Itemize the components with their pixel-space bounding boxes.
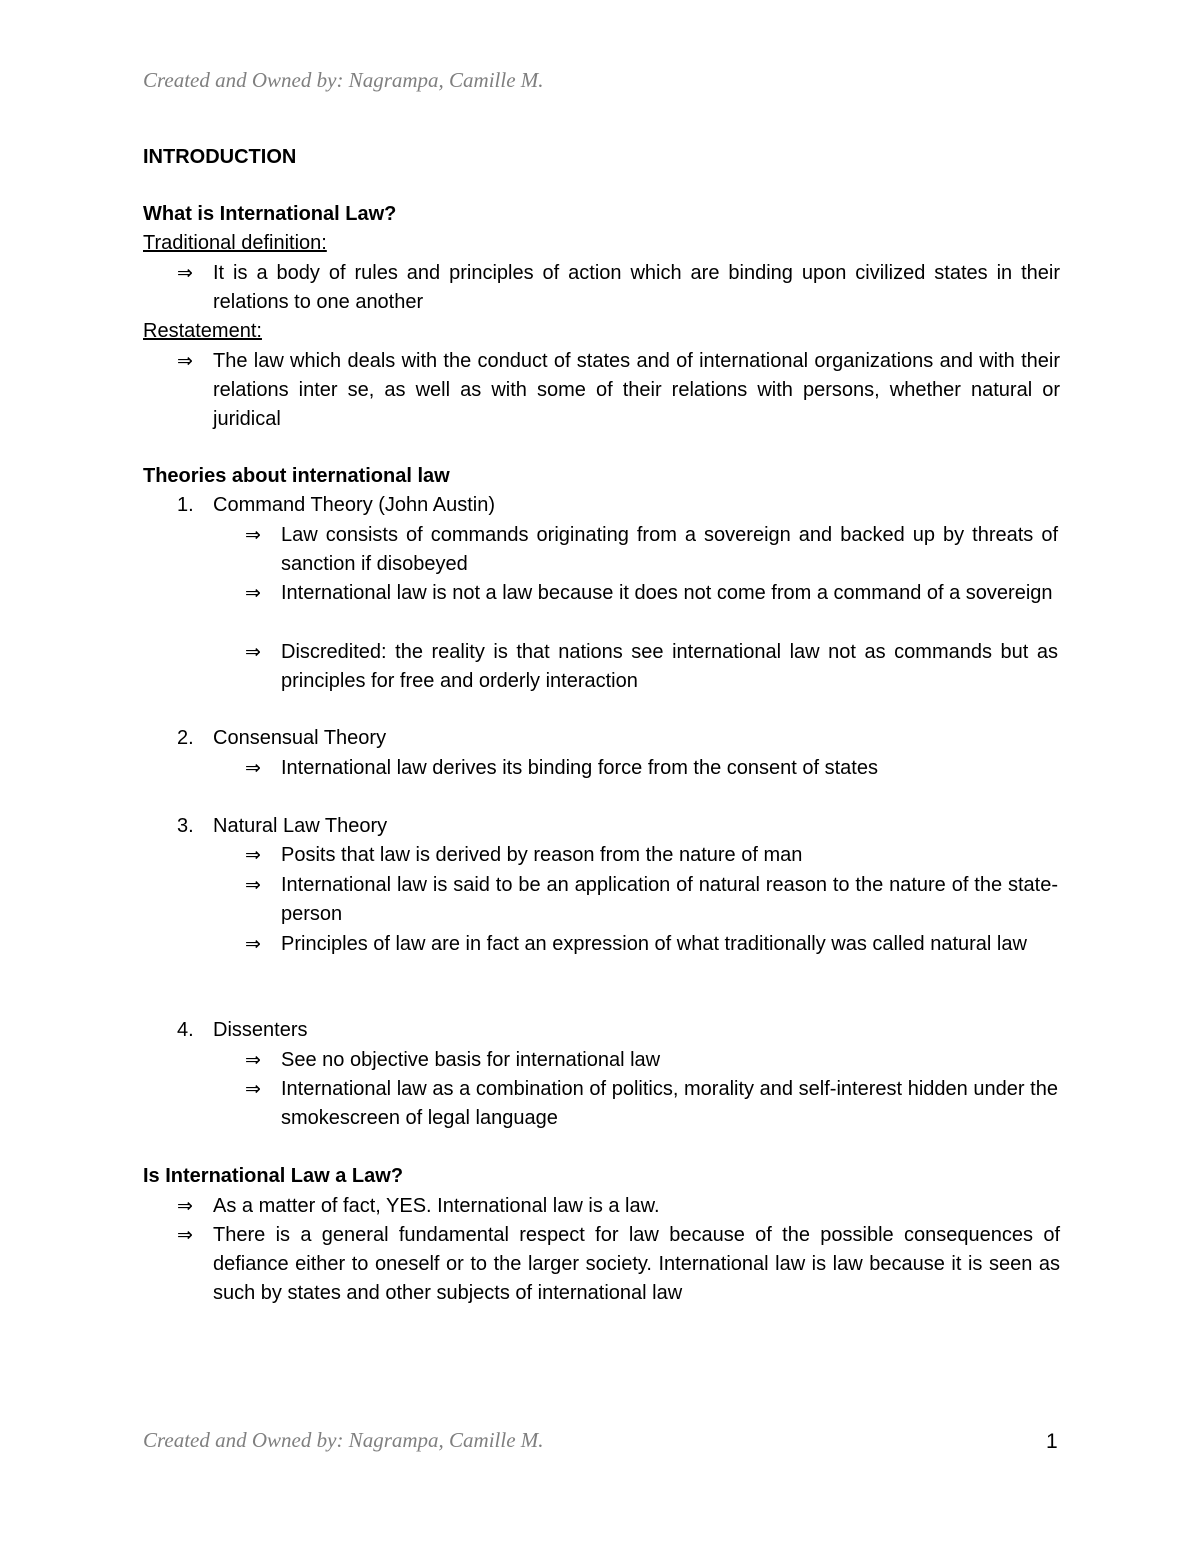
traditional-label: Traditional definition: <box>143 232 327 254</box>
bullet-text: International law is said to be an application of natural reason to the nature of the state-person <box>281 874 1058 925</box>
arrow-icon: ⇒ <box>177 350 193 372</box>
arrow-icon: ⇒ <box>245 524 261 546</box>
arrow-icon: ⇒ <box>245 757 261 779</box>
bullet-text: Discredited: the reality is that nations see international law not as commands but as principles for free and orderly interaction <box>281 641 1058 692</box>
question-heading: What is International Law? <box>143 203 397 225</box>
question-heading-2: Is International Law a Law? <box>143 1165 404 1187</box>
arrow-icon: ⇒ <box>245 641 261 663</box>
theory-number: 4. <box>177 1019 194 1041</box>
bullet-text: See no objective basis for international law <box>281 1049 661 1071</box>
theory-title: Consensual Theory <box>213 727 387 749</box>
theory-number: 1. <box>177 494 194 516</box>
theory-title: Natural Law Theory <box>213 815 388 837</box>
arrow-icon: ⇒ <box>177 1224 193 1246</box>
bullet-text: Law consists of commands originating from a sovereign and backed up by threats of sanction if disobeyed <box>281 524 1058 575</box>
arrow-icon: ⇒ <box>177 1195 193 1217</box>
arrow-icon: ⇒ <box>245 874 261 896</box>
page-number: 1 <box>1046 1430 1058 1453</box>
arrow-icon: ⇒ <box>245 933 261 955</box>
bullet-text: The law which deals with the conduct of states and of international organizations and with their relations inter se, as well as with some of their relations with persons, whether natural or juridical <box>213 350 1060 430</box>
theories-heading: Theories about international law <box>143 465 450 487</box>
bullet-text: Posits that law is derived by reason from the nature of man <box>281 844 803 866</box>
bullet-text: International law as a combination of politics, morality and self-interest hidden under the smokescreen of legal language <box>281 1078 1058 1129</box>
arrow-icon: ⇒ <box>245 844 261 866</box>
page-footer: Created and Owned by: Nagrampa, Camille M. <box>143 1428 544 1452</box>
page-header: Created and Owned by: Nagrampa, Camille M. <box>143 68 544 92</box>
theory-title: Dissenters <box>213 1019 308 1041</box>
section-title: INTRODUCTION <box>143 146 297 168</box>
arrow-icon: ⇒ <box>245 1078 261 1100</box>
bullet-text: There is a general fundamental respect for law because of the possible consequences of defiance either to oneself or to the larger society. International law is law because it is seen as such by states and other subjects of international law <box>213 1224 1060 1304</box>
bullet-text: It is a body of rules and principles of action which are binding upon civilized states in their relations to one another <box>213 262 1060 313</box>
theory-number: 3. <box>177 815 194 837</box>
bullet-text: Principles of law are in fact an expression of what traditionally was called natural law <box>281 933 1027 955</box>
restatement-label: Restatement: <box>143 320 262 342</box>
bullet-text: International law is not a law because it does not come from a command of a sovereign <box>281 582 1053 604</box>
theory-title: Command Theory (John Austin) <box>213 494 495 516</box>
arrow-icon: ⇒ <box>245 1049 261 1071</box>
bullet-text: International law derives its binding force from the consent of states <box>281 757 878 779</box>
theory-number: 2. <box>177 727 194 749</box>
arrow-icon: ⇒ <box>177 262 193 284</box>
arrow-icon: ⇒ <box>245 582 261 604</box>
bullet-text: As a matter of fact, YES. International law is a law. <box>213 1195 660 1217</box>
